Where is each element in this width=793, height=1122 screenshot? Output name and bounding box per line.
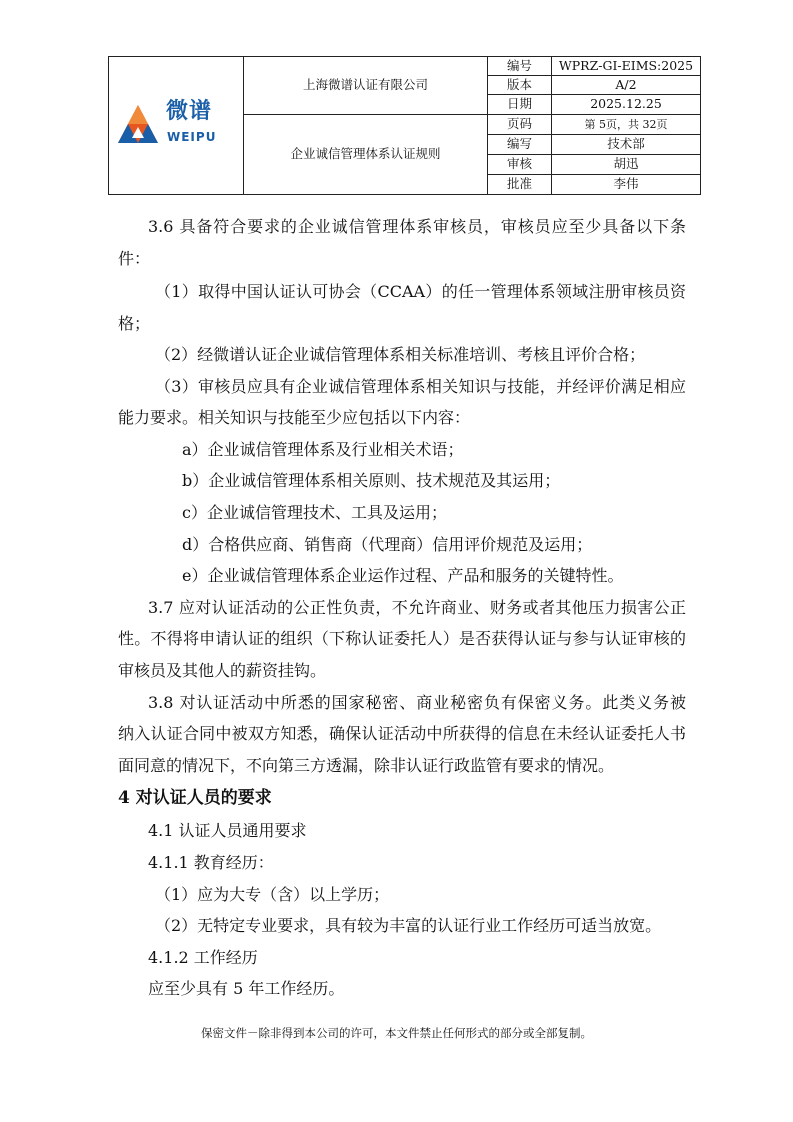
section-heading-4: 4 对认证人员的要求 (118, 788, 272, 808)
field-value: 第 5页，共 32页 (552, 115, 701, 135)
condition-1: （1）取得中国认证认可协会（CCAA）的任一管理体系领域注册审核员资 (155, 282, 686, 301)
field-value: 李伟 (552, 175, 701, 195)
work-experience-text: 应至少具有 5 年工作经历。 (148, 979, 345, 998)
document-header-table (108, 56, 701, 195)
logo-text-cn: 微谱 (166, 98, 213, 124)
company-logo (116, 98, 236, 151)
paragraph-3-7-end: 审核员及其他人的薪资挂钩。 (118, 661, 327, 680)
paragraph-3-6-cont: 件： (118, 249, 151, 268)
condition-1-cont: 格； (118, 314, 151, 333)
field-value: 技术部 (552, 135, 701, 155)
document-title: 企业诚信管理体系认证规则 (244, 115, 488, 195)
field-label: 日期 (488, 95, 552, 115)
field-label: 审核 (488, 155, 552, 175)
subsection-4-1-1: 4.1.1 教育经历： (148, 853, 274, 872)
paragraph-3-8-cont: 纳入认证合同中被双方知悉，确保认证活动中所获得的信息在未经认证委托人书 (118, 724, 686, 743)
field-label: 页码 (488, 115, 552, 135)
company-name: 上海微谱认证有限公司 (244, 57, 488, 115)
paragraph-3-7: 3.7 应对认证活动的公正性负责，不允许商业、财务或者其他压力损害公正 (148, 598, 686, 617)
field-value: WPRZ-GI-EIMS:2025 (552, 57, 701, 76)
logo-cell (109, 57, 244, 195)
paragraph-3-6: 3.6 具备符合要求的企业诚信管理体系审核员，审核员应至少具备以下条 (148, 217, 686, 236)
field-value: 2025.12.25 (552, 95, 701, 115)
list-item-e: e）企业诚信管理体系企业运作过程、产品和服务的关键特性。 (182, 566, 624, 585)
field-value: 胡迅 (552, 155, 701, 175)
condition-3: （3）审核员应具有企业诚信管理体系相关知识与技能，并经评价满足相应 (155, 377, 686, 396)
field-label: 版本 (488, 76, 552, 95)
field-value: A/2 (552, 76, 701, 95)
paragraph-3-8-end: 面同意的情况下，不向第三方透漏，除非认证行政监管有要求的情况。 (118, 756, 615, 775)
condition-2: （2）经微谱认证企业诚信管理体系相关标准培训、考核且评价合格； (155, 345, 646, 364)
paragraph-3-8: 3.8 对认证活动中所悉的国家秘密、商业秘密负有保密义务。此类义务被 (148, 693, 686, 712)
field-label: 批准 (488, 175, 552, 195)
field-label: 编写 (488, 135, 552, 155)
list-item-b: b）企业诚信管理体系相关原则、技术规范及其运用； (182, 471, 561, 490)
subsection-4-1-2: 4.1.2 工作经历 (148, 948, 258, 967)
condition-3-cont: 能力要求。相关知识与技能至少应包括以下内容： (118, 408, 471, 427)
field-label: 编号 (488, 57, 552, 76)
logo-text-en: WEIPU (167, 129, 217, 144)
subsection-4-1: 4.1 认证人员通用要求 (148, 821, 307, 840)
list-item-a: a）企业诚信管理体系及行业相关术语； (182, 440, 464, 459)
confidential-footer: 保密文件－除非得到本公司的许可，本文件禁止任何形式的部分或全部复制。 (201, 1026, 592, 1040)
list-item-d: d）合格供应商、销售商（代理商）信用评价规范及运用； (182, 535, 593, 554)
education-item-2: （2）无特定专业要求，具有较为丰富的认证行业工作经历可适当放宽。 (155, 916, 662, 935)
paragraph-3-7-cont: 性。不得将申请认证的组织（下称认证委托人）是否获得认证与参与认证审核的 (118, 629, 686, 648)
weipu-logo-icon (116, 103, 160, 147)
education-item-1: （1）应为大专（含）以上学历； (155, 885, 390, 904)
list-item-c: c）企业诚信管理技术、工具及运用； (182, 503, 447, 522)
